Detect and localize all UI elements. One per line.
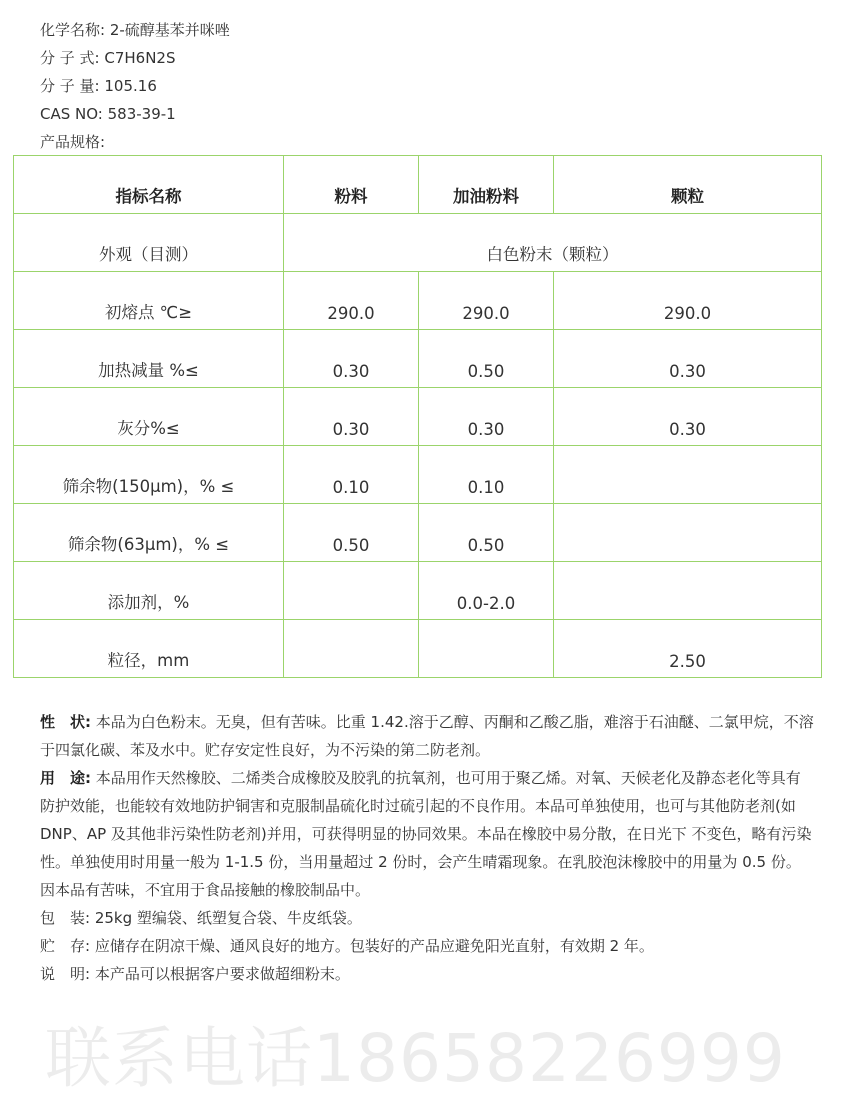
property-paragraph [40, 708, 815, 764]
table-cell: 加热减量 %≤ [14, 330, 284, 388]
table-cell: 筛余物(150μm)，% ≤ [14, 446, 284, 504]
table-cell [284, 562, 419, 620]
storage-text: 应储存在阴凉干燥、通风良好的地方。包装好的产品应避免阳光直射，有效期 2 年。 [94, 937, 654, 955]
table-cell: 粒径，mm [14, 620, 284, 678]
appearance-value: 白色粉末（颗粒） [284, 214, 822, 272]
appearance-label: 外观（目测） [14, 214, 284, 272]
table-cell [419, 620, 554, 678]
table-cell: 2.50 [554, 620, 822, 678]
table-row [14, 214, 822, 272]
cas-row [40, 100, 230, 128]
cas-value: 583-39-1 [107, 105, 176, 123]
table-row [14, 330, 822, 388]
table-cell: 290.0 [284, 272, 419, 330]
package-paragraph [40, 904, 815, 932]
formula-row [40, 44, 230, 72]
molecular-weight-value: 105.16 [104, 77, 157, 95]
molecular-weight-row [40, 72, 230, 100]
table-cell: 0.30 [554, 330, 822, 388]
property-text: 本品为白色粉末。无臭，但有苦味。比重 1.42.溶于乙醇、丙酮和乙酸乙脂，难溶于石油醚、二氯甲烷，不溶于四氯化碳、苯及水中。贮存安定性良好，为不污染的第二防老剂。 [40, 713, 814, 759]
storage-paragraph [40, 932, 815, 960]
table-row [14, 446, 822, 504]
header-powder: 粉料 [284, 156, 419, 214]
table-header-row [14, 156, 822, 214]
package-text: 25kg 塑编袋、纸塑复合袋、牛皮纸袋。 [94, 909, 362, 927]
table-row [14, 620, 822, 678]
table-cell: 0.0-2.0 [419, 562, 554, 620]
table-row [14, 504, 822, 562]
chemical-name-value: 2-硫醇基苯并咪唑 [109, 21, 230, 39]
table-row [14, 562, 822, 620]
formula-value: C7H6N2S [104, 49, 176, 67]
spec-label: 产品规格: [40, 133, 106, 151]
table-cell [284, 620, 419, 678]
product-notes [40, 708, 815, 988]
header-granule: 颗粒 [554, 156, 822, 214]
product-info [40, 16, 230, 156]
phone-watermark: 联系电话18658226999 [45, 1020, 786, 1097]
table-cell: 0.10 [419, 446, 554, 504]
table-cell: 0.30 [284, 330, 419, 388]
table-cell: 0.30 [554, 388, 822, 446]
usage-text: 本品用作天然橡胶、二烯类合成橡胶及胶乳的抗氧剂，也可用于聚乙烯。对氧、天候老化及静态老化等具有防护效能，也能较有效地防护铜害和克服制晶硫化时过硫引起的不良作用。本品可单独使用，也可与其他防老剂(如 DNP、AP 及其他非污染性防老剂)并用，可获得明显的协同效果。本品在橡胶中易分散，在日光下 不变色，略有污染性。单独使用时用量一般为 1-1.5 份，当用量超过 2 份时，会产生晴霜现象。在乳胶泡沫橡胶中的用量为 0.5 份。因本品有苦味，不宜用于食品接触的橡胶制品中。 [40, 769, 812, 899]
remark-paragraph [40, 960, 815, 988]
spec-table [13, 155, 822, 678]
table-cell: 筛余物(63μm)，% ≤ [14, 504, 284, 562]
remark-label: 说 明: [40, 965, 91, 983]
chemical-name-label: 化学名称: [40, 21, 106, 39]
header-indicator: 指标名称 [14, 156, 284, 214]
molecular-weight-label: 分 子 量: [40, 77, 100, 95]
spec-heading [40, 128, 230, 156]
table-cell: 290.0 [554, 272, 822, 330]
table-cell: 0.50 [419, 504, 554, 562]
storage-label: 贮 存: [40, 937, 91, 955]
table-cell: 0.30 [284, 388, 419, 446]
chemical-name-row [40, 16, 230, 44]
header-oiled-powder: 加油粉料 [419, 156, 554, 214]
table-cell: 0.10 [284, 446, 419, 504]
table-row [14, 272, 822, 330]
table-cell [554, 504, 822, 562]
table-cell: 0.50 [419, 330, 554, 388]
package-label: 包 装: [40, 909, 91, 927]
table-cell: 灰分%≤ [14, 388, 284, 446]
cas-label: CAS NO: [40, 105, 103, 123]
table-cell: 初熔点 ℃≥ [14, 272, 284, 330]
table-cell: 290.0 [419, 272, 554, 330]
table-cell: 添加剂，% [14, 562, 284, 620]
table-cell [554, 562, 822, 620]
usage-label: 用 途: [40, 769, 91, 787]
usage-paragraph [40, 764, 815, 904]
table-cell [554, 446, 822, 504]
remark-text: 本产品可以根据客户要求做超细粉末。 [94, 965, 350, 983]
table-row [14, 388, 822, 446]
formula-label: 分 子 式: [40, 49, 100, 67]
property-label: 性 状: [40, 713, 91, 731]
table-cell: 0.50 [284, 504, 419, 562]
table-cell: 0.30 [419, 388, 554, 446]
